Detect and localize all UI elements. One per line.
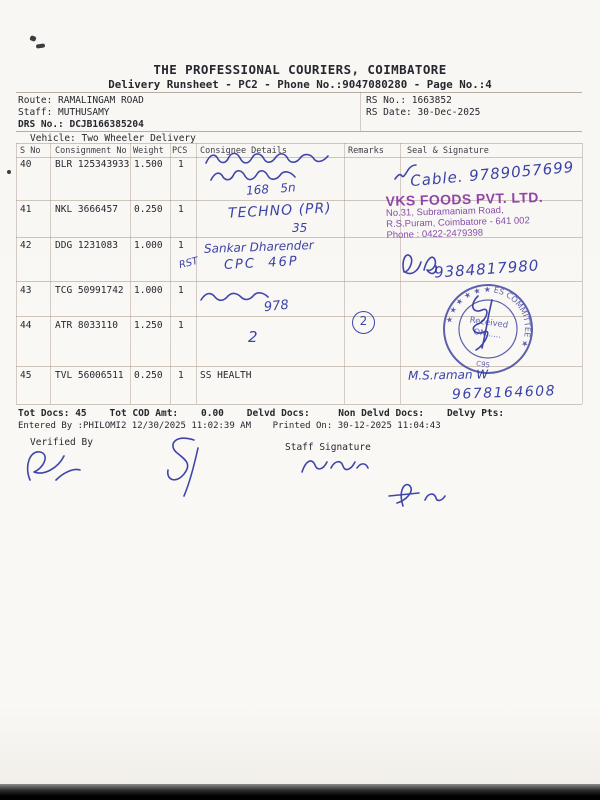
scan-speck bbox=[29, 35, 36, 42]
cell-sno: 45 bbox=[20, 370, 32, 381]
cell-weight: 1.000 bbox=[134, 285, 163, 296]
staff-signature-label: Staff Signature bbox=[285, 442, 371, 453]
vehicle-text: Vehicle: Two Wheeler Delivery bbox=[30, 133, 196, 144]
route-text: Route: RAMALINGAM ROAD bbox=[18, 95, 144, 106]
cell-pcs: 1 bbox=[178, 370, 184, 381]
handwriting-row41-line2: 35 bbox=[292, 221, 308, 235]
handwriting-row42-line1: Sankar Dharender bbox=[203, 238, 314, 256]
cell-sno: 40 bbox=[20, 159, 32, 170]
grid-line bbox=[170, 143, 171, 404]
stamp-line1: Received bbox=[468, 315, 509, 331]
cell-weight: 1.250 bbox=[134, 320, 163, 331]
col-header-consignment: Consignment No bbox=[55, 146, 127, 156]
scan-bottom-edge bbox=[0, 784, 600, 800]
cell-pcs: 1 bbox=[178, 320, 184, 331]
cell-consignment: DDG 1231083 bbox=[55, 240, 118, 251]
totals-line: Tot Docs: 45 Tot COD Amt: 0.00 Delvd Docs: Non Delvd Docs: Delvy Pts: bbox=[18, 408, 505, 419]
cell-consignment: TVL 56006511 bbox=[55, 370, 124, 381]
cell-pcs: 1 bbox=[178, 159, 184, 170]
handwriting-row45-phone: 9678164608 bbox=[451, 383, 557, 403]
grid-line bbox=[50, 143, 51, 404]
col-header-sno: S No bbox=[20, 146, 41, 156]
stamp-address-line1: No.31, Subramaniam Road, bbox=[385, 205, 504, 220]
cell-weight: 1.500 bbox=[134, 159, 163, 170]
cell-weight: 0.250 bbox=[134, 204, 163, 215]
stamp-company-name: VKS FOODS PVT. LTD. bbox=[385, 188, 544, 210]
scan-speck bbox=[7, 170, 11, 174]
col-header-pcs: PCS bbox=[172, 146, 188, 156]
cell-sno: 44 bbox=[20, 320, 32, 331]
rs-no-text: RS No.: 1663852 bbox=[366, 95, 452, 106]
cell-sno: 41 bbox=[20, 204, 32, 215]
entered-printed-line: Entered By :PHILOMI2 12/30/2025 11:02:39 AM Printed On: 30-12-2025 11:04:43 bbox=[18, 421, 441, 431]
cell-sno: 43 bbox=[20, 285, 32, 296]
grid-line bbox=[16, 143, 17, 404]
signature-staff bbox=[296, 450, 371, 486]
grid-line bbox=[344, 143, 345, 404]
doc-title: THE PROFESSIONAL COURIERS, COIMBATORE bbox=[153, 62, 447, 77]
col-header-weight: Weight bbox=[133, 146, 164, 156]
scan-speck bbox=[36, 43, 45, 48]
stamp-address-line2: R.S.Puram, Coimbatore - 641 002 bbox=[386, 215, 530, 231]
handwriting-scribble-row43 bbox=[198, 288, 273, 306]
divider bbox=[16, 92, 582, 93]
handwriting-row42-phone: 9384817980 bbox=[433, 256, 540, 282]
grid-line bbox=[16, 143, 582, 144]
cell-weight: 1.000 bbox=[134, 240, 163, 251]
cell-consignee: SS HEALTH bbox=[200, 370, 252, 381]
stamp-ring-text: ★ ★ ★ ★ ★ ★ ES COMMITTEE ★ bbox=[444, 284, 533, 349]
stamp-phone: Phone : 0422-2479398 bbox=[386, 227, 484, 241]
col-header-consignee: Consignee Details bbox=[200, 146, 287, 156]
signature-right-squiggle bbox=[385, 478, 450, 510]
cell-pcs: 1 bbox=[178, 285, 184, 296]
grid-line bbox=[130, 143, 131, 404]
col-header-remarks: Remarks bbox=[348, 146, 384, 156]
rs-date-text: RS Date: 30-Dec-2025 bbox=[366, 107, 481, 118]
vks-foods-stamp bbox=[385, 189, 544, 242]
handwriting-row40-note: 168 5n bbox=[245, 180, 297, 198]
grid-line bbox=[196, 143, 197, 404]
signature-center bbox=[158, 432, 213, 502]
cell-weight: 0.250 bbox=[134, 370, 163, 381]
handwriting-row42-margin: RST bbox=[177, 255, 200, 272]
verified-by-label: Verified By bbox=[30, 437, 93, 448]
stamp-line2: ON...... bbox=[473, 327, 502, 340]
handwriting-row41-line1: TECHNO (PR) bbox=[227, 200, 333, 222]
cell-consignment: NKL 3666457 bbox=[55, 204, 118, 215]
cell-pcs: 1 bbox=[178, 204, 184, 215]
handwriting-row42-line2: CPC 46P bbox=[223, 254, 299, 273]
signature-verified-by bbox=[20, 442, 85, 487]
cell-consignment: BLR 125343933 bbox=[55, 159, 130, 170]
handwriting-row43-note: 978 bbox=[263, 297, 290, 316]
grid-line bbox=[582, 143, 583, 404]
circled-2-remark: 2 bbox=[352, 311, 375, 334]
handwriting-row40-seal: Cable. 9789057699 bbox=[409, 157, 576, 191]
col-header-seal: Seal & Signature bbox=[407, 146, 489, 156]
staff-text: Staff: MUTHUSAMY bbox=[18, 107, 110, 118]
handwriting-row45-name: M.S.raman W bbox=[407, 367, 489, 383]
signature-row44 bbox=[448, 292, 503, 354]
cell-sno: 42 bbox=[20, 240, 32, 251]
cell-pcs: 1 bbox=[178, 240, 184, 251]
grid-line bbox=[16, 404, 582, 405]
stamp-line3: C95 bbox=[475, 359, 491, 370]
divider bbox=[360, 92, 361, 131]
divider bbox=[16, 131, 582, 132]
cell-consignment: TCG 50991742 bbox=[55, 285, 124, 296]
cell-consignment: ATR 8033110 bbox=[55, 320, 118, 331]
doc-subtitle: Delivery Runsheet - PC2 - Phone No.:9047080280 - Page No.:4 bbox=[108, 78, 492, 91]
handwriting-row44-note: 2 bbox=[248, 328, 258, 346]
drs-no-text: DRS No.: DCJB166385204 bbox=[18, 119, 144, 130]
